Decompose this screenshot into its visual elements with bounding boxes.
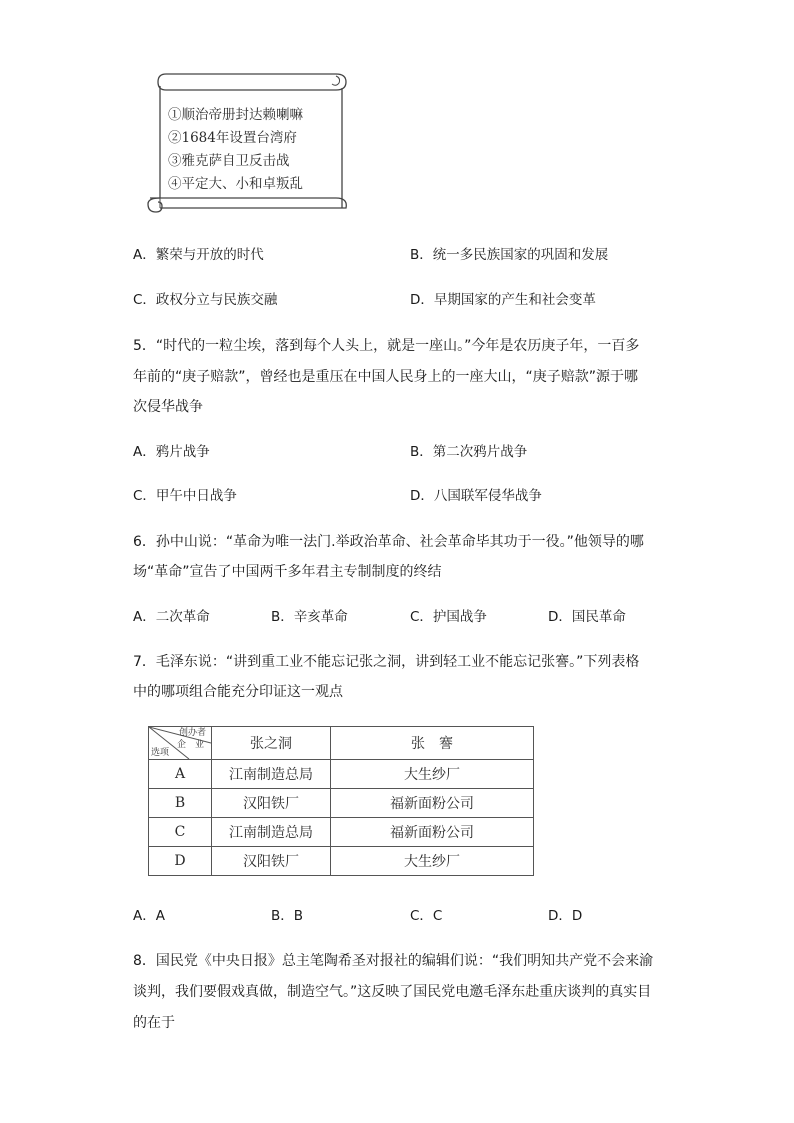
q8-line-2: 谈判，我们要假戏真做，制造空气。”这反映了国民党电邀毛泽东赴重庆谈判的真实目 (133, 984, 652, 1000)
q5-line-1: 5．“时代的一粒尘埃，落到每个人头上，就是一座山。”今年是农历庚子年，一百多 (133, 338, 640, 354)
q7-option-c: C．C (410, 908, 443, 924)
table-cell-option: C (149, 818, 212, 847)
q6-line-1: 6．孙中山说：“革命为唯一法门.举政治革命、社会革命毕其功于一役。”他领导的哪 (133, 534, 644, 550)
table-cell: 大生纱厂 (331, 847, 534, 876)
table-row (149, 818, 534, 847)
table-cell: 福新面粉公司 (331, 789, 534, 818)
q8-line-3: 的在于 (133, 1015, 175, 1031)
enterprise-table (148, 726, 534, 876)
table-header-row (149, 727, 534, 760)
table-cell: 江南制造总局 (212, 760, 331, 789)
q7-option-a: A．A (133, 908, 165, 924)
q6-option-a: A．二次革命 (133, 609, 210, 625)
q5-option-c: C．甲午中日战争 (133, 488, 237, 504)
q5-option-a: A．鸦片战争 (133, 444, 210, 460)
scroll-illustration (136, 66, 350, 216)
q5-line-2: 年前的“庚子赔款”，曾经也是重压在中国人民身上的一座大山，“庚子赔款”源于哪 (133, 369, 639, 385)
q8-line-1: 8．国民党《中央日报》总主笔陶希圣对报社的编辑们说：“我们明知共产党不会来渝 (133, 953, 654, 969)
q6-line-2: 场“革命”宣告了中国两千多年君主专制制度的终结 (133, 564, 442, 580)
table-cell-option: B (149, 789, 212, 818)
q7-option-b: B．B (271, 908, 304, 924)
q4-option-d: D．早期国家的产生和社会变革 (410, 292, 596, 308)
scroll-line-1: ①顺治帝册封达赖喇嘛 (168, 107, 303, 123)
table-cell: 汉阳铁厂 (212, 847, 331, 876)
table-header-zhang-zhidong: 张之洞 (212, 727, 331, 760)
table-cell: 江南制造总局 (212, 818, 331, 847)
table-cell: 大生纱厂 (331, 760, 534, 789)
corner-label-option: 选项 (151, 748, 170, 758)
corner-label-founder: 创办者 (179, 728, 207, 738)
q6-option-b: B．辛亥革命 (271, 609, 348, 625)
table-corner-cell (149, 727, 212, 760)
table-header-zhang-jian: 张 謇 (331, 727, 534, 760)
q7-line-1: 7．毛泽东说：“讲到重工业不能忘记张之洞，讲到轻工业不能忘记张謇。”下列表格 (133, 654, 640, 670)
table-cell: 福新面粉公司 (331, 818, 534, 847)
scroll-line-3: ③雅克萨自卫反击战 (168, 153, 290, 169)
q4-option-a: A．繁荣与开放的时代 (133, 247, 264, 263)
table-cell: 汉阳铁厂 (212, 789, 331, 818)
q6-option-c: C．护国战争 (410, 609, 487, 625)
table-cell-option: A (149, 760, 212, 789)
scroll-line-2: ②1684年设置台湾府 (168, 130, 297, 146)
table-row (149, 847, 534, 876)
table-row (149, 789, 534, 818)
table-cell-option: D (149, 847, 212, 876)
q6-option-d: D．国民革命 (548, 609, 626, 625)
scroll-line-4: ④平定大、小和卓叛乱 (168, 176, 303, 192)
q4-option-c: C．政权分立与民族交融 (133, 292, 278, 308)
q4-option-b: B．统一多民族国家的巩固和发展 (410, 247, 609, 263)
q5-line-3: 次侵华战争 (133, 399, 203, 415)
q5-option-d: D．八国联军侵华战争 (410, 488, 542, 504)
table-row (149, 760, 534, 789)
q7-option-d: D．D (548, 908, 583, 924)
q7-line-2: 中的哪项组合能充分印证这一观点 (133, 684, 343, 700)
q5-option-b: B．第二次鸦片战争 (410, 444, 528, 460)
corner-label-enterprise: 企 业 (177, 740, 205, 750)
